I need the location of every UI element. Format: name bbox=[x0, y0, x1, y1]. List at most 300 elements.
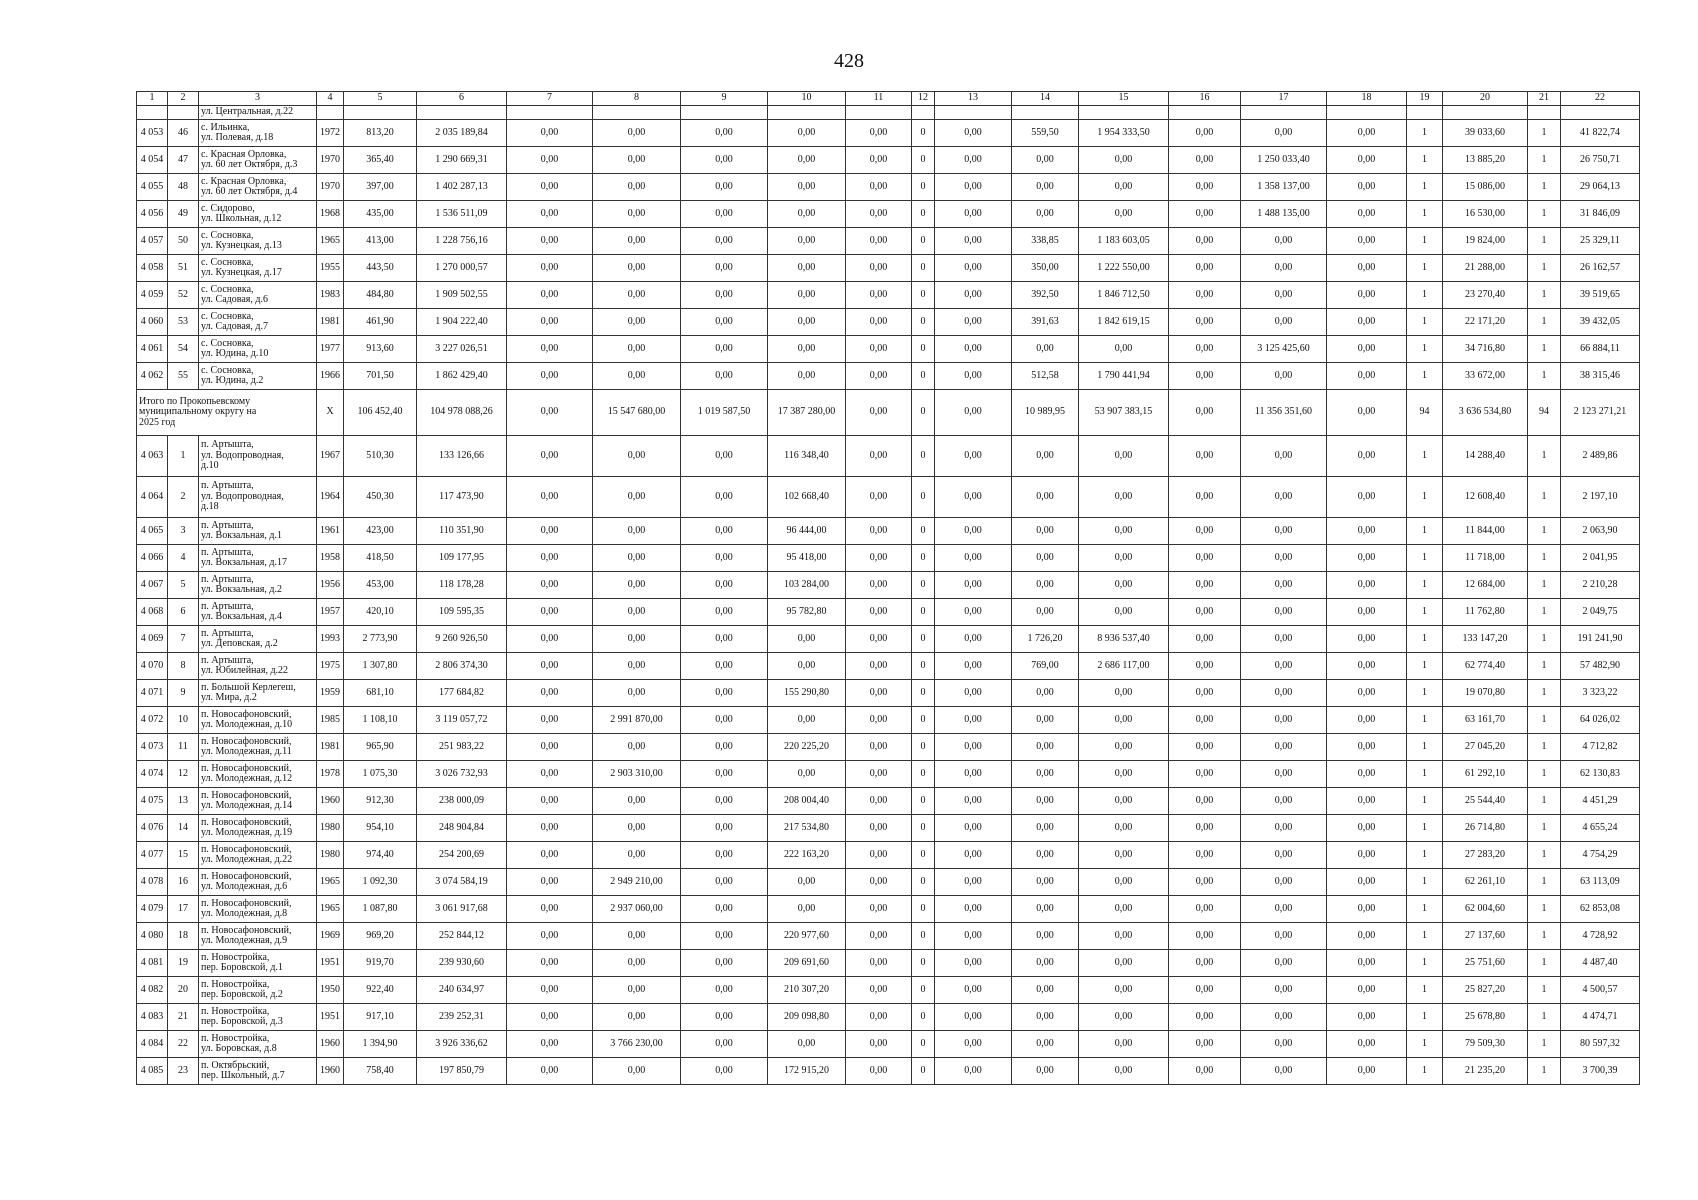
value-cell-7: 0,00 bbox=[507, 707, 593, 734]
value-cell-20: 25 678,80 bbox=[1443, 1004, 1528, 1031]
value-cell-21: 1 bbox=[1528, 869, 1561, 896]
value-cell-14: 0,00 bbox=[1012, 950, 1079, 977]
value-cell-13: 0,00 bbox=[935, 120, 1012, 147]
value-cell-4: 1965 bbox=[317, 869, 344, 896]
value-cell-8: 0,00 bbox=[593, 282, 681, 309]
value-cell-22: 26 750,71 bbox=[1561, 147, 1640, 174]
value-cell-10: 0,00 bbox=[768, 707, 846, 734]
value-cell-8: 0,00 bbox=[593, 255, 681, 282]
value-cell-9: 0,00 bbox=[681, 255, 768, 282]
value-cell-6: 238 000,09 bbox=[417, 788, 507, 815]
value-cell-11: 0,00 bbox=[846, 477, 912, 518]
value-cell-20: 16 530,00 bbox=[1443, 201, 1528, 228]
value-cell-10: 209 691,60 bbox=[768, 950, 846, 977]
value-cell-9: 0,00 bbox=[681, 788, 768, 815]
page-number: 428 bbox=[834, 50, 864, 72]
value-cell-15: 0,00 bbox=[1079, 518, 1169, 545]
value-cell-6: 109 177,95 bbox=[417, 545, 507, 572]
value-cell-13: 0,00 bbox=[935, 734, 1012, 761]
value-cell-18: 0,00 bbox=[1327, 282, 1407, 309]
value-cell-5: 758,40 bbox=[344, 1058, 417, 1085]
value-cell-22: 4 451,29 bbox=[1561, 788, 1640, 815]
value-cell-22: 62 130,83 bbox=[1561, 761, 1640, 788]
value-cell-15: 0,00 bbox=[1079, 734, 1169, 761]
value-cell-19: 1 bbox=[1407, 174, 1443, 201]
value-cell-22: 63 113,09 bbox=[1561, 869, 1640, 896]
value-cell-19: 1 bbox=[1407, 950, 1443, 977]
value-cell-14: 0,00 bbox=[1012, 842, 1079, 869]
continuation-row bbox=[137, 106, 1640, 120]
column-header-20: 20 bbox=[1443, 92, 1528, 106]
value-cell-6: 3 061 917,68 bbox=[417, 896, 507, 923]
item-number-cell: 3 bbox=[168, 518, 199, 545]
value-cell-11: 0,00 bbox=[846, 1031, 912, 1058]
total-value-19: 94 bbox=[1407, 390, 1443, 436]
value-cell-7: 0,00 bbox=[507, 977, 593, 1004]
value-cell-18: 0,00 bbox=[1327, 626, 1407, 653]
value-cell-18: 0,00 bbox=[1327, 255, 1407, 282]
value-cell-6: 117 473,90 bbox=[417, 477, 507, 518]
address-cell: п. Артышта, ул. Водопроводная, д.18 bbox=[199, 477, 317, 518]
value-cell-13: 0,00 bbox=[935, 518, 1012, 545]
value-cell-13: 0,00 bbox=[935, 477, 1012, 518]
value-cell-19: 1 bbox=[1407, 734, 1443, 761]
value-cell-7: 0,00 bbox=[507, 680, 593, 707]
value-cell-17: 0,00 bbox=[1241, 923, 1327, 950]
value-cell-4: 1950 bbox=[317, 977, 344, 1004]
value-cell-15: 0,00 bbox=[1079, 1058, 1169, 1085]
value-cell-20: 12 684,00 bbox=[1443, 572, 1528, 599]
value-cell-6: 9 260 926,50 bbox=[417, 626, 507, 653]
table-body bbox=[137, 92, 1640, 1085]
value-cell-11: 0,00 bbox=[846, 734, 912, 761]
value-cell-21: 1 bbox=[1528, 1004, 1561, 1031]
table-row bbox=[137, 599, 1640, 626]
value-cell-11: 0,00 bbox=[846, 309, 912, 336]
table-row bbox=[137, 282, 1640, 309]
column-header-2: 2 bbox=[168, 92, 199, 106]
total-value-11: 0,00 bbox=[846, 390, 912, 436]
value-cell-19: 1 bbox=[1407, 147, 1443, 174]
row-number-cell: 4 077 bbox=[137, 842, 168, 869]
value-cell-18: 0,00 bbox=[1327, 896, 1407, 923]
value-cell-17: 0,00 bbox=[1241, 599, 1327, 626]
value-cell-9: 0,00 bbox=[681, 707, 768, 734]
value-cell-5: 969,20 bbox=[344, 923, 417, 950]
column-header-21: 21 bbox=[1528, 92, 1561, 106]
column-header-13: 13 bbox=[935, 92, 1012, 106]
value-cell-16: 0,00 bbox=[1169, 599, 1241, 626]
value-cell-20: 11 718,00 bbox=[1443, 545, 1528, 572]
address-cell: п. Новосафоновский, ул. Молодежная, д.8 bbox=[199, 896, 317, 923]
value-cell-10: 95 782,80 bbox=[768, 599, 846, 626]
value-cell-18: 0,00 bbox=[1327, 734, 1407, 761]
value-cell-17: 0,00 bbox=[1241, 572, 1327, 599]
value-cell-10: 220 225,20 bbox=[768, 734, 846, 761]
value-cell-17: 0,00 bbox=[1241, 815, 1327, 842]
value-cell-8: 0,00 bbox=[593, 626, 681, 653]
value-cell-9: 0,00 bbox=[681, 282, 768, 309]
value-cell-4: 1959 bbox=[317, 680, 344, 707]
value-cell-5: 922,40 bbox=[344, 977, 417, 1004]
value-cell-17: 0,00 bbox=[1241, 1058, 1327, 1085]
value-cell-21: 1 bbox=[1528, 477, 1561, 518]
table-row bbox=[137, 626, 1640, 653]
row-number-cell: 4 054 bbox=[137, 147, 168, 174]
value-cell-20: 11 762,80 bbox=[1443, 599, 1528, 626]
value-cell-10: 0,00 bbox=[768, 761, 846, 788]
value-cell-4: 1981 bbox=[317, 734, 344, 761]
value-cell-12: 0 bbox=[912, 336, 935, 363]
value-cell-21: 1 bbox=[1528, 950, 1561, 977]
value-cell-22: 66 884,11 bbox=[1561, 336, 1640, 363]
value-cell-17: 1 358 137,00 bbox=[1241, 174, 1327, 201]
table-row bbox=[137, 842, 1640, 869]
value-cell-21: 1 bbox=[1528, 120, 1561, 147]
value-cell-5: 965,90 bbox=[344, 734, 417, 761]
value-cell-15: 1 222 550,00 bbox=[1079, 255, 1169, 282]
address-cell: п. Новостройка, ул. Боровская, д.8 bbox=[199, 1031, 317, 1058]
value-cell-8: 0,00 bbox=[593, 923, 681, 950]
value-cell-4: 1961 bbox=[317, 518, 344, 545]
value-cell-21: 1 bbox=[1528, 977, 1561, 1004]
value-cell-5: 450,30 bbox=[344, 477, 417, 518]
value-cell-20: 25 544,40 bbox=[1443, 788, 1528, 815]
value-cell-14: 350,00 bbox=[1012, 255, 1079, 282]
value-cell-19: 1 bbox=[1407, 1058, 1443, 1085]
column-header-9: 9 bbox=[681, 92, 768, 106]
value-cell-11: 0,00 bbox=[846, 761, 912, 788]
value-cell-12: 0 bbox=[912, 734, 935, 761]
value-cell-10: 210 307,20 bbox=[768, 977, 846, 1004]
value-cell-13: 0,00 bbox=[935, 788, 1012, 815]
table-row bbox=[137, 518, 1640, 545]
value-cell-9: 0,00 bbox=[681, 545, 768, 572]
table-cell bbox=[1443, 106, 1528, 120]
value-cell-5: 365,40 bbox=[344, 147, 417, 174]
address-cell: п. Новосафоновский, ул. Молодежная, д.11 bbox=[199, 734, 317, 761]
value-cell-4: 1955 bbox=[317, 255, 344, 282]
value-cell-9: 0,00 bbox=[681, 174, 768, 201]
value-cell-17: 0,00 bbox=[1241, 734, 1327, 761]
table-row bbox=[137, 545, 1640, 572]
table-cell bbox=[1012, 106, 1079, 120]
table-cell bbox=[344, 106, 417, 120]
value-cell-4: 1980 bbox=[317, 815, 344, 842]
row-number-cell: 4 068 bbox=[137, 599, 168, 626]
value-cell-18: 0,00 bbox=[1327, 1058, 1407, 1085]
value-cell-21: 1 bbox=[1528, 147, 1561, 174]
value-cell-13: 0,00 bbox=[935, 545, 1012, 572]
row-number-cell: 4 060 bbox=[137, 309, 168, 336]
value-cell-22: 2 197,10 bbox=[1561, 477, 1640, 518]
value-cell-12: 0 bbox=[912, 599, 935, 626]
value-cell-9: 0,00 bbox=[681, 815, 768, 842]
value-cell-4: 1969 bbox=[317, 923, 344, 950]
address-cell: с. Сосновка, ул. Юдина, д.10 bbox=[199, 336, 317, 363]
item-number-cell: 55 bbox=[168, 363, 199, 390]
value-cell-8: 0,00 bbox=[593, 336, 681, 363]
value-cell-20: 62 261,10 bbox=[1443, 869, 1528, 896]
value-cell-19: 1 bbox=[1407, 282, 1443, 309]
value-cell-5: 913,60 bbox=[344, 336, 417, 363]
value-cell-10: 0,00 bbox=[768, 255, 846, 282]
value-cell-5: 420,10 bbox=[344, 599, 417, 626]
value-cell-20: 13 885,20 bbox=[1443, 147, 1528, 174]
value-cell-4: 1981 bbox=[317, 309, 344, 336]
table-cell bbox=[1327, 106, 1407, 120]
value-cell-20: 63 161,70 bbox=[1443, 707, 1528, 734]
row-number-cell: 4 070 bbox=[137, 653, 168, 680]
value-cell-10: 0,00 bbox=[768, 869, 846, 896]
value-cell-12: 0 bbox=[912, 147, 935, 174]
row-number-cell: 4 067 bbox=[137, 572, 168, 599]
value-cell-22: 2 049,75 bbox=[1561, 599, 1640, 626]
value-cell-11: 0,00 bbox=[846, 950, 912, 977]
item-number-cell: 6 bbox=[168, 599, 199, 626]
value-cell-15: 0,00 bbox=[1079, 201, 1169, 228]
value-cell-21: 1 bbox=[1528, 545, 1561, 572]
value-cell-13: 0,00 bbox=[935, 201, 1012, 228]
value-cell-5: 1 087,80 bbox=[344, 896, 417, 923]
value-cell-17: 0,00 bbox=[1241, 255, 1327, 282]
value-cell-4: 1970 bbox=[317, 147, 344, 174]
value-cell-9: 0,00 bbox=[681, 336, 768, 363]
value-cell-7: 0,00 bbox=[507, 923, 593, 950]
value-cell-20: 62 774,40 bbox=[1443, 653, 1528, 680]
value-cell-6: 3 926 336,62 bbox=[417, 1031, 507, 1058]
value-cell-21: 1 bbox=[1528, 923, 1561, 950]
total-value-4: X bbox=[317, 390, 344, 436]
row-number-cell: 4 083 bbox=[137, 1004, 168, 1031]
value-cell-18: 0,00 bbox=[1327, 228, 1407, 255]
total-value-18: 0,00 bbox=[1327, 390, 1407, 436]
row-number-cell: 4 056 bbox=[137, 201, 168, 228]
table-cell bbox=[681, 106, 768, 120]
value-cell-8: 0,00 bbox=[593, 599, 681, 626]
item-number-cell: 14 bbox=[168, 815, 199, 842]
value-cell-4: 1970 bbox=[317, 174, 344, 201]
value-cell-5: 1 092,30 bbox=[344, 869, 417, 896]
total-value-9: 1 019 587,50 bbox=[681, 390, 768, 436]
value-cell-15: 0,00 bbox=[1079, 599, 1169, 626]
value-cell-4: 1968 bbox=[317, 201, 344, 228]
value-cell-18: 0,00 bbox=[1327, 545, 1407, 572]
column-header-1: 1 bbox=[137, 92, 168, 106]
value-cell-12: 0 bbox=[912, 923, 935, 950]
value-cell-9: 0,00 bbox=[681, 761, 768, 788]
value-cell-6: 2 806 374,30 bbox=[417, 653, 507, 680]
value-cell-5: 461,90 bbox=[344, 309, 417, 336]
value-cell-13: 0,00 bbox=[935, 977, 1012, 1004]
value-cell-20: 14 288,40 bbox=[1443, 436, 1528, 477]
value-cell-19: 1 bbox=[1407, 228, 1443, 255]
value-cell-8: 3 766 230,00 bbox=[593, 1031, 681, 1058]
value-cell-5: 484,80 bbox=[344, 282, 417, 309]
value-cell-5: 435,00 bbox=[344, 201, 417, 228]
value-cell-17: 0,00 bbox=[1241, 653, 1327, 680]
value-cell-10: 0,00 bbox=[768, 1031, 846, 1058]
address-cell: п. Артышта, ул. Водопроводная, д.10 bbox=[199, 436, 317, 477]
value-cell-18: 0,00 bbox=[1327, 815, 1407, 842]
item-number-cell: 15 bbox=[168, 842, 199, 869]
row-number-cell: 4 061 bbox=[137, 336, 168, 363]
value-cell-5: 917,10 bbox=[344, 1004, 417, 1031]
value-cell-17: 0,00 bbox=[1241, 761, 1327, 788]
value-cell-19: 1 bbox=[1407, 707, 1443, 734]
value-cell-13: 0,00 bbox=[935, 282, 1012, 309]
address-cell: с. Ильинка, ул. Полевая, д.18 bbox=[199, 120, 317, 147]
value-cell-21: 1 bbox=[1528, 201, 1561, 228]
item-number-cell: 13 bbox=[168, 788, 199, 815]
value-cell-8: 0,00 bbox=[593, 653, 681, 680]
value-cell-11: 0,00 bbox=[846, 626, 912, 653]
value-cell-20: 21 235,20 bbox=[1443, 1058, 1528, 1085]
address-cell: п. Новосафоновский, ул. Молодежная, д.22 bbox=[199, 842, 317, 869]
value-cell-17: 0,00 bbox=[1241, 363, 1327, 390]
value-cell-13: 0,00 bbox=[935, 174, 1012, 201]
value-cell-7: 0,00 bbox=[507, 761, 593, 788]
value-cell-20: 33 672,00 bbox=[1443, 363, 1528, 390]
value-cell-6: 133 126,66 bbox=[417, 436, 507, 477]
value-cell-18: 0,00 bbox=[1327, 477, 1407, 518]
value-cell-16: 0,00 bbox=[1169, 545, 1241, 572]
address-cell: п. Новосафоновский, ул. Молодежная, д.6 bbox=[199, 869, 317, 896]
value-cell-17: 0,00 bbox=[1241, 842, 1327, 869]
item-number-cell: 11 bbox=[168, 734, 199, 761]
value-cell-8: 0,00 bbox=[593, 363, 681, 390]
value-cell-20: 79 509,30 bbox=[1443, 1031, 1528, 1058]
row-number-cell: 4 057 bbox=[137, 228, 168, 255]
value-cell-9: 0,00 bbox=[681, 147, 768, 174]
value-cell-6: 109 595,35 bbox=[417, 599, 507, 626]
value-cell-17: 0,00 bbox=[1241, 436, 1327, 477]
value-cell-7: 0,00 bbox=[507, 228, 593, 255]
value-cell-20: 15 086,00 bbox=[1443, 174, 1528, 201]
value-cell-17: 1 488 135,00 bbox=[1241, 201, 1327, 228]
value-cell-12: 0 bbox=[912, 653, 935, 680]
value-cell-8: 2 903 310,00 bbox=[593, 761, 681, 788]
value-cell-14: 0,00 bbox=[1012, 1058, 1079, 1085]
value-cell-19: 1 bbox=[1407, 626, 1443, 653]
total-value-13: 0,00 bbox=[935, 390, 1012, 436]
value-cell-15: 0,00 bbox=[1079, 707, 1169, 734]
value-cell-9: 0,00 bbox=[681, 950, 768, 977]
column-header-16: 16 bbox=[1169, 92, 1241, 106]
value-cell-10: 0,00 bbox=[768, 336, 846, 363]
value-cell-14: 0,00 bbox=[1012, 815, 1079, 842]
value-cell-13: 0,00 bbox=[935, 599, 1012, 626]
value-cell-13: 0,00 bbox=[935, 842, 1012, 869]
value-cell-7: 0,00 bbox=[507, 896, 593, 923]
value-cell-22: 26 162,57 bbox=[1561, 255, 1640, 282]
value-cell-14: 0,00 bbox=[1012, 147, 1079, 174]
value-cell-7: 0,00 bbox=[507, 477, 593, 518]
value-cell-12: 0 bbox=[912, 1004, 935, 1031]
value-cell-16: 0,00 bbox=[1169, 436, 1241, 477]
row-number-cell: 4 071 bbox=[137, 680, 168, 707]
value-cell-19: 1 bbox=[1407, 477, 1443, 518]
value-cell-21: 1 bbox=[1528, 282, 1561, 309]
table-row bbox=[137, 309, 1640, 336]
value-cell-19: 1 bbox=[1407, 309, 1443, 336]
value-cell-16: 0,00 bbox=[1169, 680, 1241, 707]
value-cell-20: 19 824,00 bbox=[1443, 228, 1528, 255]
value-cell-11: 0,00 bbox=[846, 707, 912, 734]
value-cell-22: 4 655,24 bbox=[1561, 815, 1640, 842]
value-cell-7: 0,00 bbox=[507, 436, 593, 477]
total-value-5: 106 452,40 bbox=[344, 390, 417, 436]
value-cell-5: 397,00 bbox=[344, 174, 417, 201]
address-cell: п. Артышта, ул. Вокзальная, д.17 bbox=[199, 545, 317, 572]
value-cell-15: 0,00 bbox=[1079, 761, 1169, 788]
value-cell-12: 0 bbox=[912, 842, 935, 869]
value-cell-18: 0,00 bbox=[1327, 761, 1407, 788]
value-cell-20: 19 070,80 bbox=[1443, 680, 1528, 707]
value-cell-9: 0,00 bbox=[681, 436, 768, 477]
value-cell-5: 701,50 bbox=[344, 363, 417, 390]
item-number-cell: 53 bbox=[168, 309, 199, 336]
value-cell-21: 1 bbox=[1528, 572, 1561, 599]
address-cell: ул. Центральная, д.22 bbox=[199, 106, 317, 120]
value-cell-10: 172 915,20 bbox=[768, 1058, 846, 1085]
value-cell-18: 0,00 bbox=[1327, 1004, 1407, 1031]
value-cell-22: 64 026,02 bbox=[1561, 707, 1640, 734]
column-header-17: 17 bbox=[1241, 92, 1327, 106]
value-cell-18: 0,00 bbox=[1327, 950, 1407, 977]
value-cell-8: 0,00 bbox=[593, 1058, 681, 1085]
column-header-22: 22 bbox=[1561, 92, 1640, 106]
value-cell-4: 1975 bbox=[317, 653, 344, 680]
value-cell-18: 0,00 bbox=[1327, 120, 1407, 147]
column-header-6: 6 bbox=[417, 92, 507, 106]
value-cell-18: 0,00 bbox=[1327, 518, 1407, 545]
value-cell-21: 1 bbox=[1528, 1058, 1561, 1085]
value-cell-11: 0,00 bbox=[846, 120, 912, 147]
value-cell-8: 0,00 bbox=[593, 477, 681, 518]
item-number-cell: 7 bbox=[168, 626, 199, 653]
value-cell-18: 0,00 bbox=[1327, 174, 1407, 201]
value-cell-13: 0,00 bbox=[935, 626, 1012, 653]
value-cell-9: 0,00 bbox=[681, 869, 768, 896]
row-number-cell: 4 066 bbox=[137, 545, 168, 572]
value-cell-13: 0,00 bbox=[935, 336, 1012, 363]
value-cell-14: 0,00 bbox=[1012, 869, 1079, 896]
value-cell-19: 1 bbox=[1407, 815, 1443, 842]
value-cell-15: 1 790 441,94 bbox=[1079, 363, 1169, 390]
value-cell-15: 0,00 bbox=[1079, 1004, 1169, 1031]
value-cell-12: 0 bbox=[912, 228, 935, 255]
value-cell-16: 0,00 bbox=[1169, 282, 1241, 309]
item-number-cell: 9 bbox=[168, 680, 199, 707]
table-cell bbox=[417, 106, 507, 120]
value-cell-5: 954,10 bbox=[344, 815, 417, 842]
value-cell-15: 0,00 bbox=[1079, 815, 1169, 842]
value-cell-17: 0,00 bbox=[1241, 309, 1327, 336]
column-header-14: 14 bbox=[1012, 92, 1079, 106]
item-number-cell: 4 bbox=[168, 545, 199, 572]
value-cell-17: 0,00 bbox=[1241, 120, 1327, 147]
value-cell-20: 25 751,60 bbox=[1443, 950, 1528, 977]
address-cell: п. Октябрьский, пер. Школьный, д.7 bbox=[199, 1058, 317, 1085]
value-cell-22: 4 728,92 bbox=[1561, 923, 1640, 950]
value-cell-11: 0,00 bbox=[846, 923, 912, 950]
value-cell-21: 1 bbox=[1528, 436, 1561, 477]
item-number-cell: 50 bbox=[168, 228, 199, 255]
value-cell-22: 31 846,09 bbox=[1561, 201, 1640, 228]
value-cell-7: 0,00 bbox=[507, 282, 593, 309]
value-cell-14: 769,00 bbox=[1012, 653, 1079, 680]
